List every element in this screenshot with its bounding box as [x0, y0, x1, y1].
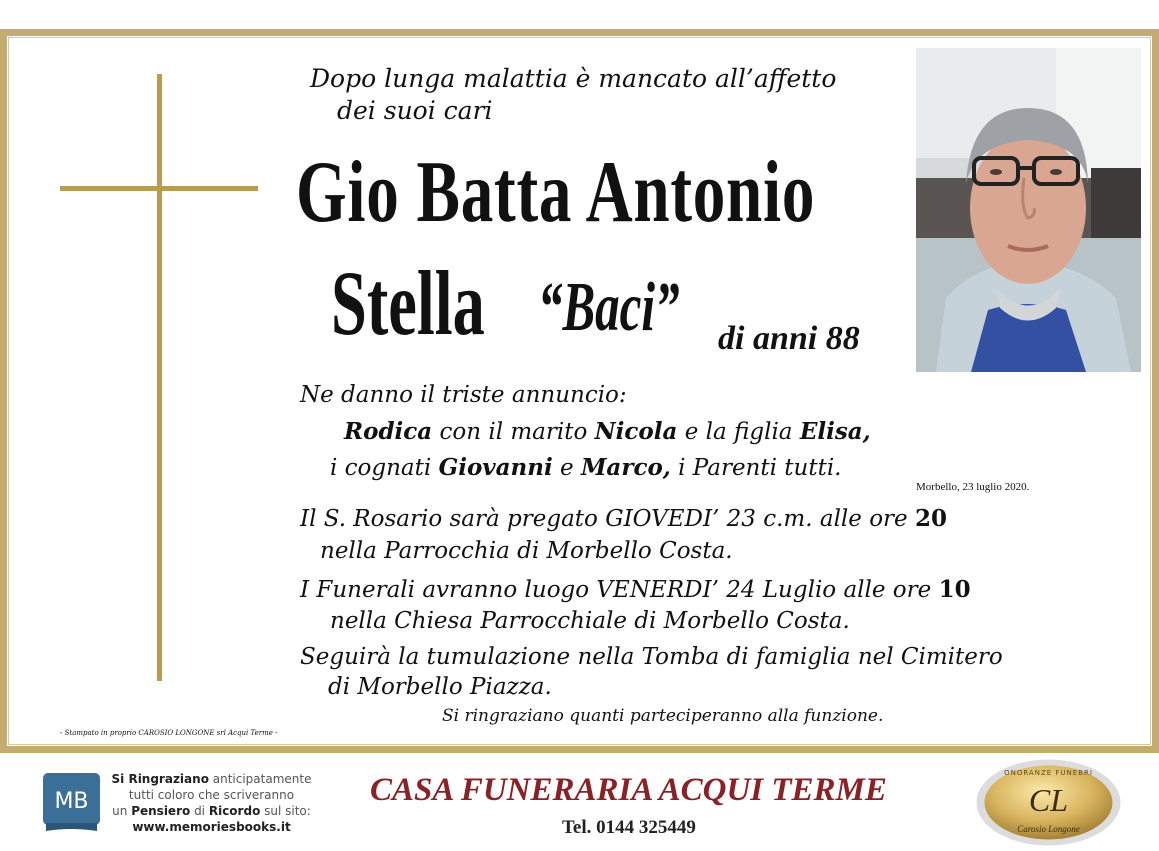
memoriesbooks-text — [109, 771, 314, 835]
deceased-nickname: “Baci” — [538, 269, 680, 346]
intro-line-1: Dopo lunga malattia è mancato all’affetto — [310, 64, 837, 93]
cross-vertical — [157, 74, 162, 681]
family-name: Rodica — [344, 418, 433, 445]
family-name: Marco, — [580, 454, 671, 481]
family-text: con il marito — [432, 419, 595, 445]
rosary-hour: 20 — [914, 505, 947, 532]
funeral-house-phone: Tel. 0144 325449 — [562, 817, 696, 838]
family-line-2 — [330, 454, 841, 481]
place-date: Morbello, 23 luglio 2020. — [916, 481, 1030, 493]
thanks-line: Si ringraziano quanti parteciperanno alla funzione. — [442, 706, 884, 726]
funeral-hour: 10 — [938, 576, 971, 603]
rosary-line-2: nella Parrocchia di Morbello Costa. — [320, 538, 733, 564]
family-text: e la figlia — [677, 419, 800, 445]
mb-text-line-2: tutti coloro che scriveranno — [128, 788, 295, 802]
funeral-line-1 — [300, 576, 971, 603]
family-text: e — [552, 455, 581, 481]
rosary-line-1 — [300, 505, 947, 532]
deceased-name-line-2: Stella — [331, 252, 485, 354]
burial-line-1: Seguirà la tumulazione nella Tomba di famiglia nel Cimitero — [300, 644, 1003, 670]
mb-site-link[interactable]: www.memoriesbooks.it — [132, 820, 291, 834]
memoriesbooks-logo[interactable] — [43, 773, 100, 833]
deceased-photo — [916, 48, 1141, 372]
cross-horizontal — [60, 186, 258, 191]
funeral-text: I Funerali avranno luogo VENERDI’ 24 Luglio alle ore — [300, 577, 939, 603]
deceased-age: di anni 88 — [718, 320, 860, 357]
burial-line-2: di Morbello Piazza. — [328, 674, 552, 700]
rosary-text: Il S. Rosario sarà pregato GIOVEDI’ 23 c.m. alle ore — [300, 506, 915, 532]
family-text: i cognati — [330, 455, 439, 481]
mb-text-line-1: Si Ringraziano anticipatamente — [111, 772, 312, 786]
funeral-house-name: CASA FUNERARIA ACQUI TERME — [370, 772, 887, 808]
family-line-1 — [344, 418, 871, 445]
mb-text-line-3: un Pensiero di Ricordo sul sito: — [112, 804, 311, 818]
family-name: Nicola — [594, 418, 678, 445]
mb-logo-text: MB — [54, 789, 89, 814]
funeral-line-2: nella Chiesa Parrocchiale di Morbello Costa. — [330, 608, 850, 634]
announcement-intro: Ne danno il triste annuncio: — [300, 382, 627, 408]
printer-credit: - Stampato in proprio CAROSIO LONGONE srl Acqui Terme - — [60, 729, 278, 737]
intro-line-2: dei suoi cari — [337, 96, 493, 125]
deceased-name-line-1: Gio Batta Antonio — [296, 144, 816, 241]
logo-top-text: ONORANZE FUNEBRI — [1004, 769, 1093, 777]
logo-bottom-text: Carosio Longone — [1017, 824, 1080, 834]
family-name: Giovanni — [438, 454, 553, 481]
family-name: Elisa, — [799, 418, 871, 445]
family-text: i Parenti tutti. — [670, 455, 842, 481]
logo-initials: CL — [1028, 782, 1069, 818]
carosio-longone-logo — [975, 758, 1122, 847]
